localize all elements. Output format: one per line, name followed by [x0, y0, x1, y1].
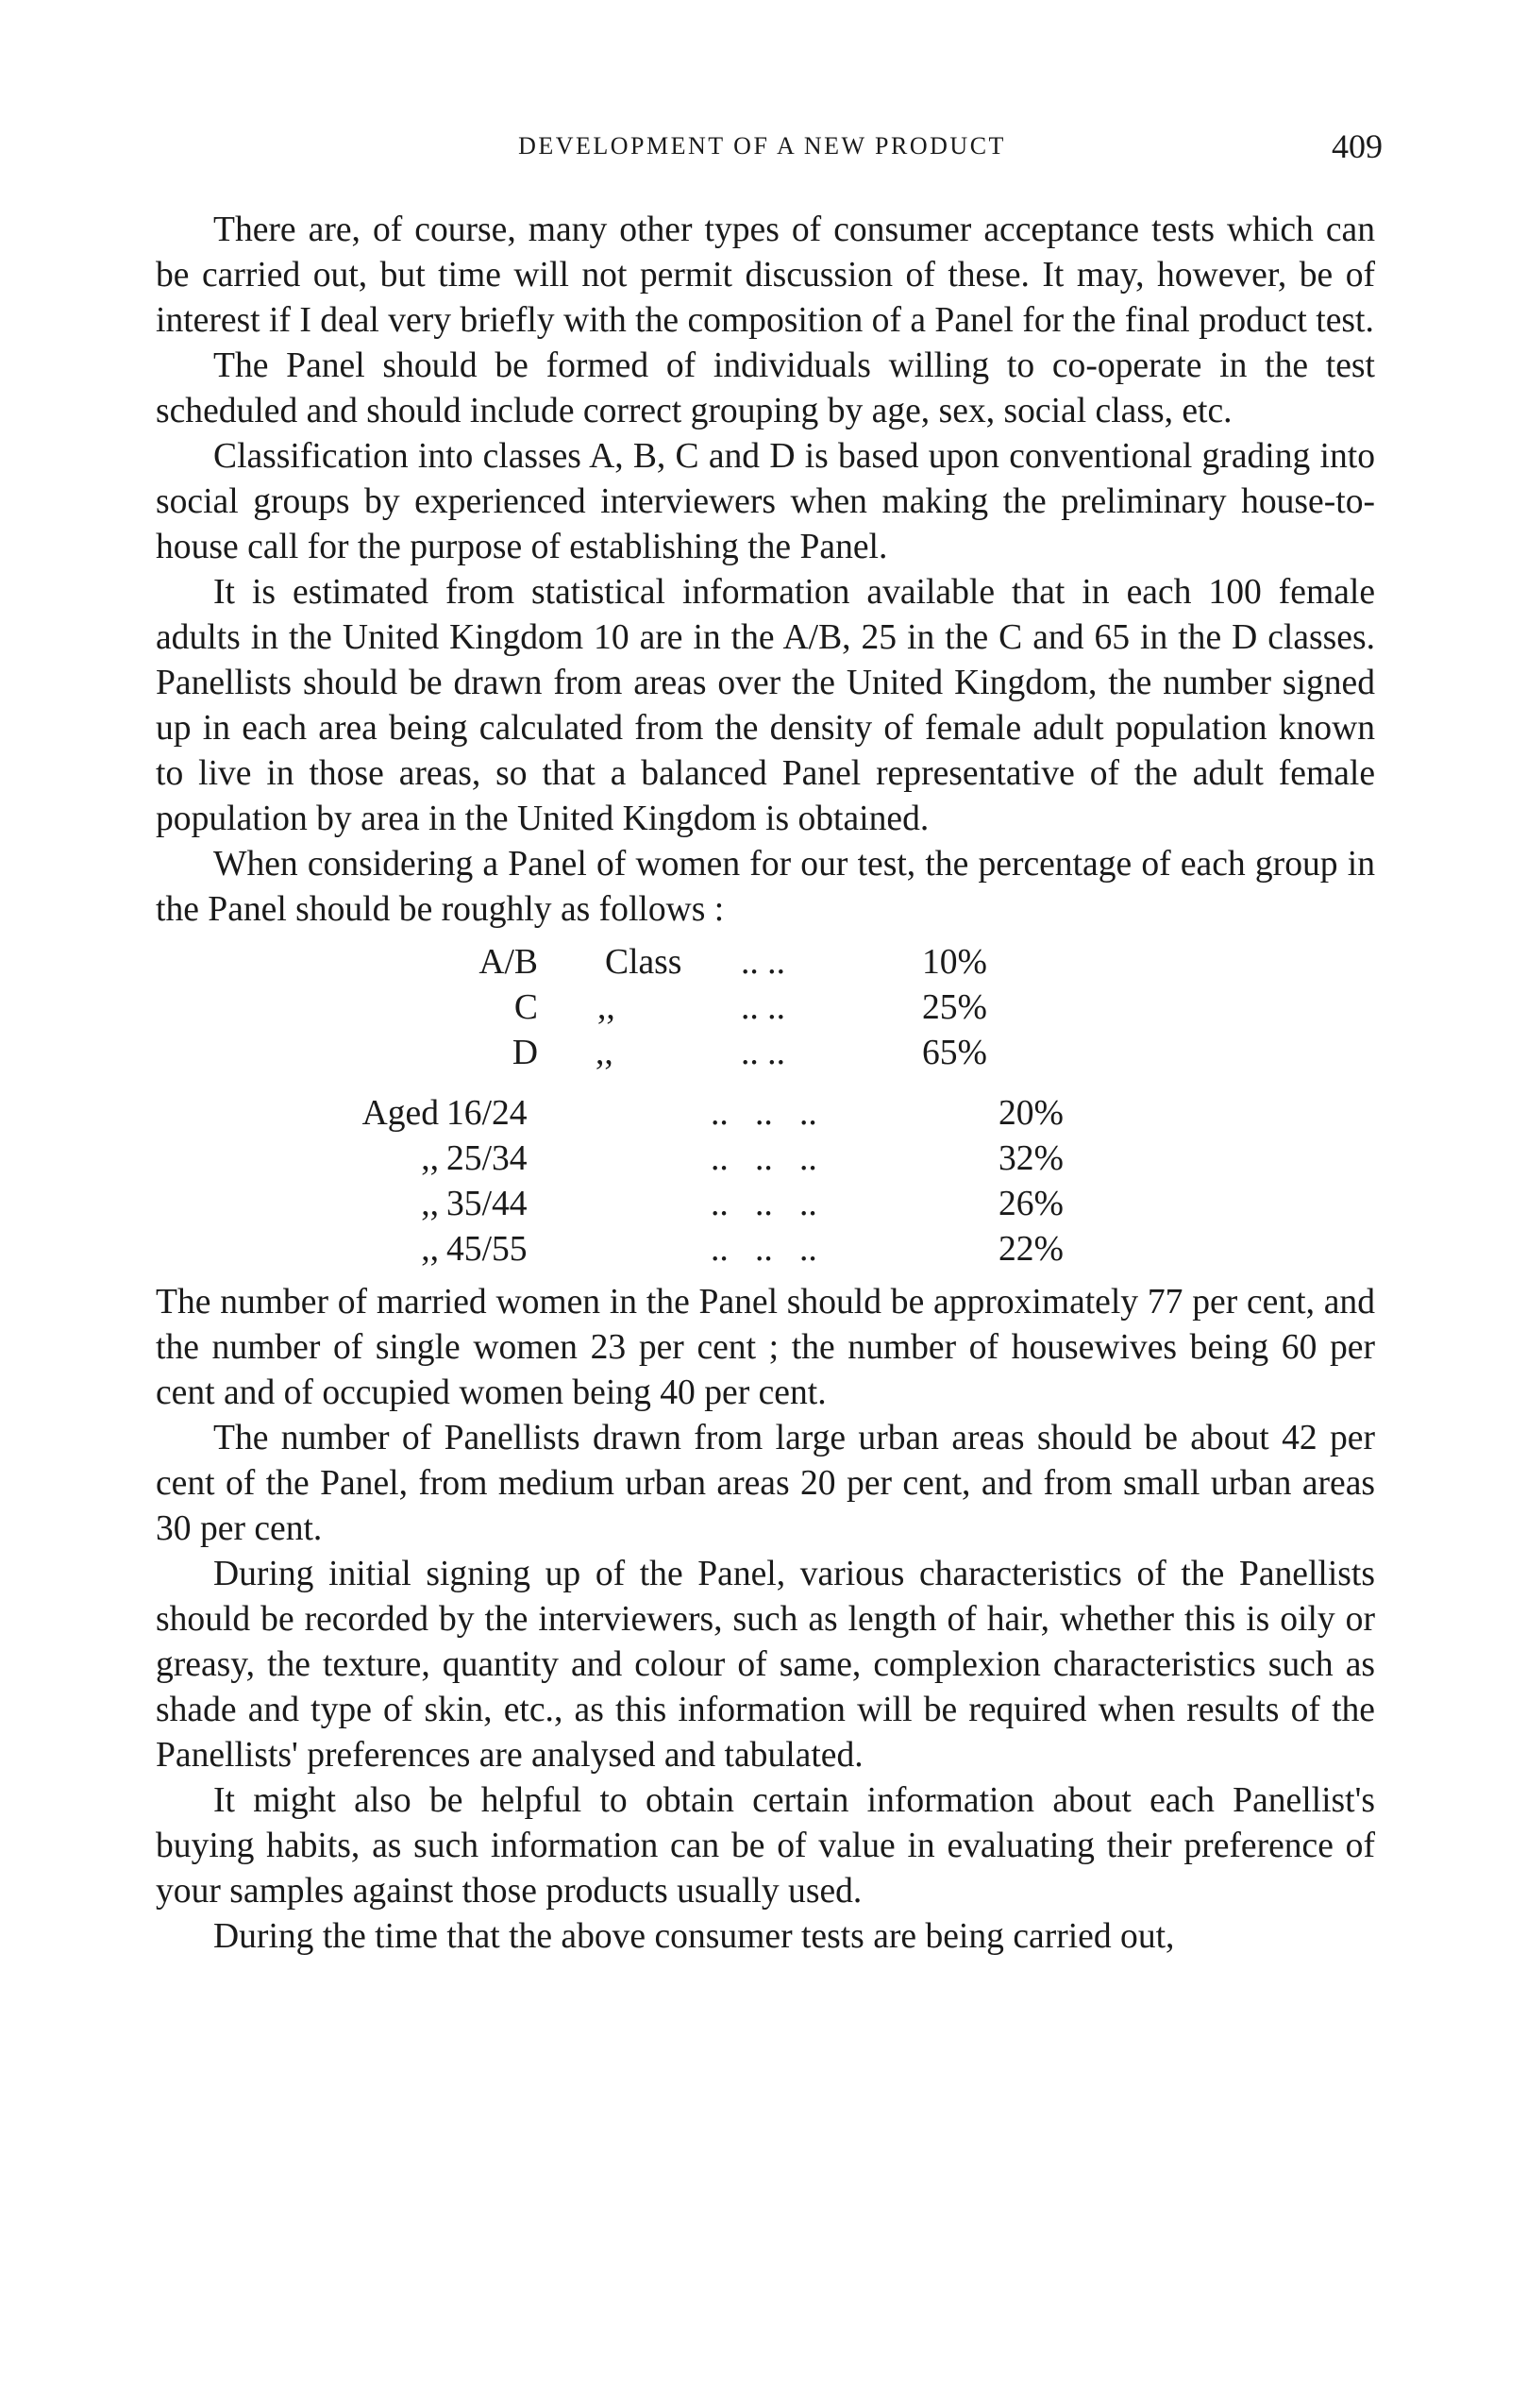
page-number: 409 — [1332, 127, 1383, 165]
paragraph: It might also be helpful to obtain certain information about each Panellist's buying habits, as such information can be of value in evaluating their preference of your samples against those products usually used. — [156, 1781, 1375, 1911]
running-title: DEVELOPMENT OF A NEW PRODUCT — [518, 132, 1006, 160]
paragraph: There are, of course, many other types of consumer acceptance tests which can be carried out, but time will not permit discussion of these. It may, however, be of interest if I deal very briefly with the composition of a Panel for the final product test. — [156, 210, 1375, 340]
leader-dots: .. .. .. — [711, 1094, 817, 1133]
class-label: C — [513, 988, 538, 1027]
paragraph: During the time that the above consumer tests are being carried out, — [213, 1917, 1175, 1956]
age-prefix: Aged — [361, 1094, 439, 1133]
age-percent: 26% — [998, 1185, 1064, 1223]
paragraph: Classification into classes A, B, C and D is based upon conventional grading into social groups by experienced interviewers when making the preliminary house-to-house call for the purpose of establishing the Panel. — [156, 437, 1375, 566]
paragraph: During initial signing up of the Panel, various characteristics of the Panellists should be recorded by the interviewers, such as length of hair, whether this is oily or greasy, the texture, quantity and colour of same, complexion characteristics such as shade and type of skin, etc., as this information will be required when results of the Panellists' preferences are analysed and tabulated. — [156, 1555, 1375, 1775]
panel-distribution-table — [156, 940, 1375, 1272]
leader-dots: .. .. — [741, 1034, 785, 1072]
leader-dots: .. .. — [741, 988, 785, 1027]
age-percent: 32% — [998, 1139, 1064, 1178]
paragraph: It is estimated from statistical information available that in each 100 female adults in the United Kingdom 10 are in the A/B, 25 in the C and 65 in the D classes. Panellists should be drawn from areas over the United Kingdom, the number signed up in each area being calculated from the density of female adult population known to live in those areas, so that a balanced Panel representative of the adult female population by area in the United Kingdom is obtained. — [156, 573, 1375, 838]
age-range: 35/44 — [446, 1185, 528, 1223]
class-percent: 10% — [922, 943, 987, 982]
paragraph: The number of married women in the Panel should be approximately 77 per cent, and the number of single women 23 per cent ; the number of housewives being 60 per cent and of occupied women being 40 per cent. — [156, 1283, 1375, 1412]
body-text — [156, 208, 1375, 1960]
leader-dots: .. .. .. — [711, 1185, 817, 1223]
age-row — [156, 1227, 1375, 1272]
age-prefix: ,, — [421, 1230, 439, 1269]
class-percent: 25% — [922, 988, 987, 1027]
age-percent: 22% — [998, 1230, 1064, 1269]
class-word: ,, — [596, 1034, 613, 1072]
running-head — [142, 127, 1383, 168]
leader-dots: .. .. .. — [711, 1139, 817, 1178]
age-prefix: ,, — [421, 1139, 439, 1178]
class-label: A/B — [478, 943, 538, 982]
age-range: 16/24 — [446, 1094, 528, 1133]
age-row — [156, 1137, 1375, 1182]
class-row — [156, 985, 1375, 1031]
paragraph: The Panel should be formed of individuals willing to co-operate in the test scheduled and should include correct grouping by age, sex, social class, etc. — [156, 346, 1375, 430]
age-prefix: ,, — [421, 1185, 439, 1223]
paragraph: The number of Panellists drawn from large urban areas should be about 42 per cent of the Panel, from medium urban areas 20 per cent, and from small urban areas 30 per cent. — [156, 1419, 1375, 1548]
class-percent: 65% — [922, 1034, 987, 1072]
age-range: 45/55 — [446, 1230, 528, 1269]
age-percent: 20% — [998, 1094, 1064, 1133]
leader-dots: .. .. — [741, 943, 785, 982]
age-row — [156, 1182, 1375, 1227]
age-row — [156, 1091, 1375, 1137]
age-range: 25/34 — [446, 1139, 528, 1178]
class-row — [156, 940, 1375, 985]
class-row — [156, 1031, 1375, 1076]
class-word: Class — [605, 943, 682, 982]
paragraph: When considering a Panel of women for our test, the percentage of each group in the Panel should be roughly as follows : — [156, 845, 1375, 929]
leader-dots: .. .. .. — [711, 1230, 817, 1269]
class-label: D — [512, 1034, 538, 1072]
class-word: ,, — [597, 988, 615, 1027]
